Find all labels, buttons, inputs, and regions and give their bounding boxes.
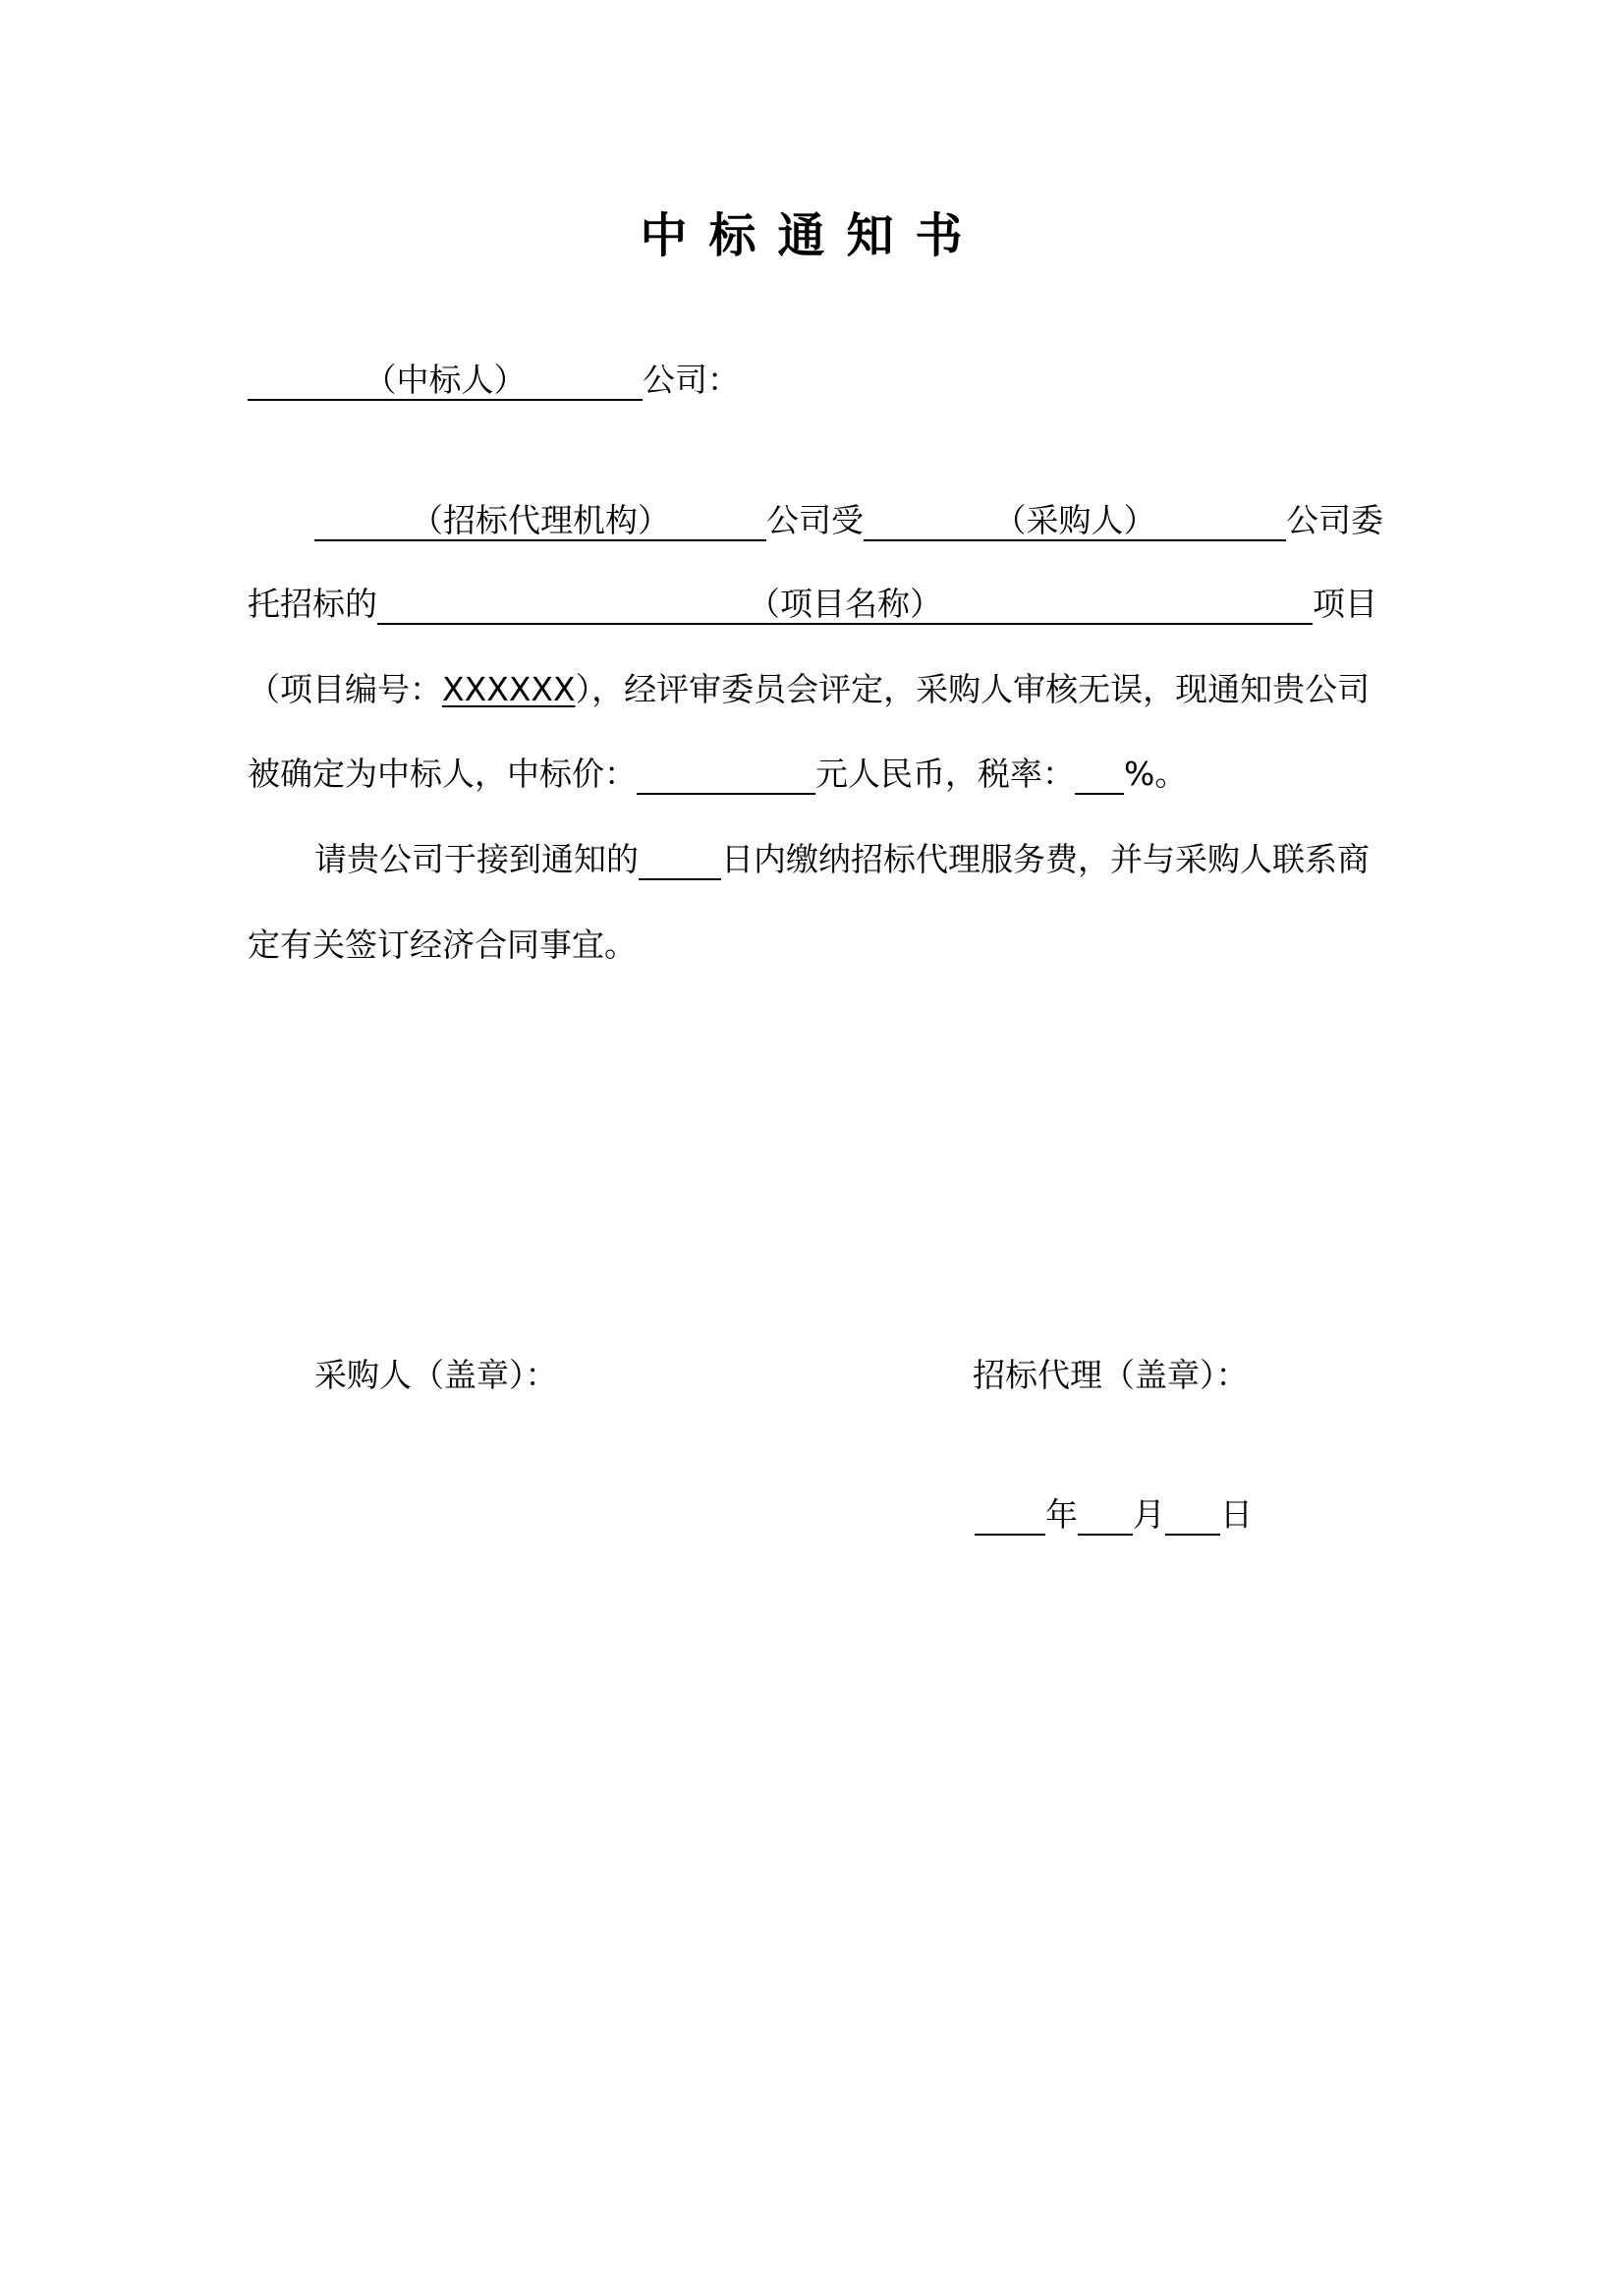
body-line-2 (248, 583, 1377, 626)
year-label: 年 (1045, 1495, 1078, 1534)
agency-blank-label: （招标代理机构） (411, 501, 670, 539)
agency-seal-label: 招标代理（盖章）： (973, 1356, 1249, 1394)
project-name-blank[interactable] (377, 586, 1313, 625)
body-text-1: 公司受 (766, 501, 864, 539)
days-blank[interactable] (639, 841, 721, 880)
year-blank[interactable] (975, 1496, 1045, 1536)
body-text-4: 项目 (1313, 585, 1377, 623)
month-blank[interactable] (1078, 1496, 1133, 1536)
body-text-9: %。 (1124, 755, 1188, 793)
month-label: 月 (1133, 1495, 1165, 1534)
tax-rate-blank[interactable] (1075, 756, 1124, 795)
day-label: 日 (1220, 1495, 1253, 1534)
project-number[interactable]: XXXXXX (442, 670, 576, 708)
body-text-11: 日内缴纳招标代理服务费，并与采购人联系商 (721, 840, 1370, 878)
body-text-5: （项目编号： (248, 670, 442, 708)
body-text-3: 托招标的 (248, 585, 377, 623)
bid-price-blank[interactable] (637, 756, 815, 795)
purchaser-blank-label: （采购人） (993, 501, 1156, 539)
winner-blank[interactable] (248, 362, 643, 401)
body-text-10: 请贵公司于接到通知的 (314, 840, 639, 878)
project-name-label: （项目名称） (748, 585, 942, 623)
purchaser-blank[interactable] (864, 502, 1286, 541)
salutation-suffix: 公司： (643, 361, 740, 399)
day-blank[interactable] (1165, 1496, 1220, 1536)
body-line-4 (248, 753, 1187, 796)
body-line-5 (314, 838, 1370, 881)
body-text-6: ），经评审委员会评定，采购人审核无误，现通知贵公司 (575, 670, 1371, 708)
document-title: 中标通知书 (640, 208, 984, 263)
winner-blank-label: （中标人） (364, 361, 527, 399)
body-text-12: 定有关签订经济合同事宜。 (248, 925, 637, 964)
body-text-8: 元人民币，税率： (815, 755, 1075, 793)
body-text-7: 被确定为中标人，中标价： (248, 755, 637, 793)
body-text-2: 公司委 (1286, 501, 1383, 539)
agency-blank[interactable] (314, 502, 766, 541)
body-line-1 (314, 499, 1383, 542)
purchaser-seal-label: 采购人（盖章）： (314, 1356, 558, 1394)
salutation-line (248, 359, 740, 402)
date-line (975, 1493, 1253, 1537)
body-line-6 (248, 924, 637, 967)
body-line-3 (248, 668, 1370, 711)
